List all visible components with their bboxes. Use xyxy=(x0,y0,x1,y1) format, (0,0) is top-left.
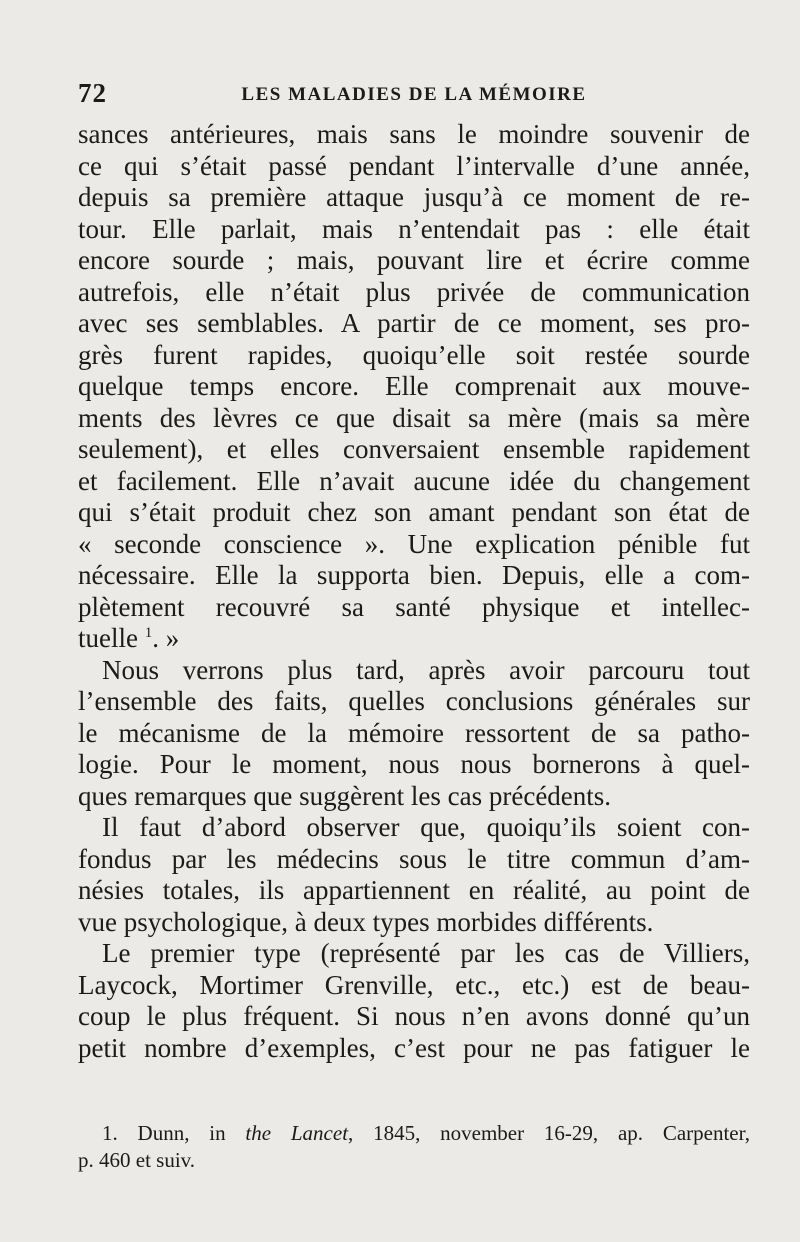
text-line: autrefois, elle n’était plus privée de communication xyxy=(78,276,750,307)
text-line: ques remarques que suggèrent les cas précédents. xyxy=(78,780,612,811)
text-line: plètement recouvré sa santé physique et intellec- xyxy=(78,591,750,622)
text-line-start: tuelle xyxy=(78,623,138,653)
text-line: petit nombre d’exemples, c’est pour ne pas fatiguer le xyxy=(78,1032,750,1063)
text-line: logie. Pour le moment, nous nous bornerons à quel- xyxy=(78,749,750,779)
text-line: « seconde conscience ». Une explication pénible fut xyxy=(78,528,750,559)
text-line: fondus par les médecins sous le titre commun d’am- xyxy=(78,843,750,874)
text-line: coup le plus fréquent. Si nous n’en avons donné qu’un xyxy=(78,1001,750,1031)
text-line: le mécanisme de la mémoire ressortent de sa patho- xyxy=(78,717,750,748)
text-line: sances antérieures, mais sans le moindre souvenir de xyxy=(78,119,750,149)
text-line: seulement), et elles conversaient ensemble rapidement xyxy=(78,434,750,464)
body-text xyxy=(78,119,750,1064)
text-line: nésies totales, ils appartiennent en réalité, au point de xyxy=(78,875,750,905)
running-title: LES MALADIES DE LA MÉMOIRE xyxy=(241,84,587,105)
paragraph-start-line: Nous verrons plus tard, après avoir parcouru tout xyxy=(102,654,750,685)
text-line: encore sourde ; mais, pouvant lire et écrire comme xyxy=(78,245,750,275)
text-line: l’ensemble des faits, quelles conclusions générales sur xyxy=(78,686,750,716)
text-line: Laycock, Mortimer Grenville, etc., etc.) est de beau- xyxy=(78,969,750,1000)
text-line: vue psychologique, à deux types morbides différents. xyxy=(78,906,654,937)
footnote-line: p. 460 et suiv. xyxy=(78,1148,196,1172)
footnote-line xyxy=(78,1120,750,1147)
paragraph-start-line: Il faut d’abord observer que, quoiqu’ils soient con- xyxy=(102,812,750,842)
text-line: et facilement. Elle n’avait aucune idée du changement xyxy=(78,465,750,496)
text-line xyxy=(78,623,750,655)
text-line: ce qui s’était passé pendant l’intervalle d’une année, xyxy=(78,150,750,181)
text-line: grès furent rapides, quoiqu’elle soit restée sourde xyxy=(78,339,750,370)
footnote-citation: , 1845, november 16-29, ap. Carpenter, xyxy=(348,1121,751,1145)
footnote-journal: the Lancet xyxy=(245,1121,349,1145)
text-line: nécessaire. Elle la supporta bien. Depuis, elle a com- xyxy=(78,560,750,590)
page-header xyxy=(78,78,750,112)
text-line: quelque temps encore. Elle comprenait aux mouve- xyxy=(78,371,750,401)
closing-quote: . » xyxy=(152,623,180,653)
footnote-marker: 1. Dunn, in xyxy=(102,1121,226,1145)
text-line: depuis sa première attaque jusqu’à ce moment de re- xyxy=(78,182,750,212)
text-line: avec ses semblables. A partir de ce moment, ses pro- xyxy=(78,308,750,338)
text-line: qui s’était produit chez son amant pendant son état de xyxy=(78,497,750,527)
footnote-reference: 1 xyxy=(144,625,153,641)
footnote xyxy=(78,1120,750,1174)
paragraph-start-line: Le premier type (représenté par les cas de Villiers, xyxy=(102,938,750,968)
text-line: tour. Elle parlait, mais n’entendait pas : elle était xyxy=(78,213,750,244)
text-line: ments des lèvres ce que disait sa mère (mais sa mère xyxy=(78,402,750,433)
page-number: 72 xyxy=(78,78,107,108)
